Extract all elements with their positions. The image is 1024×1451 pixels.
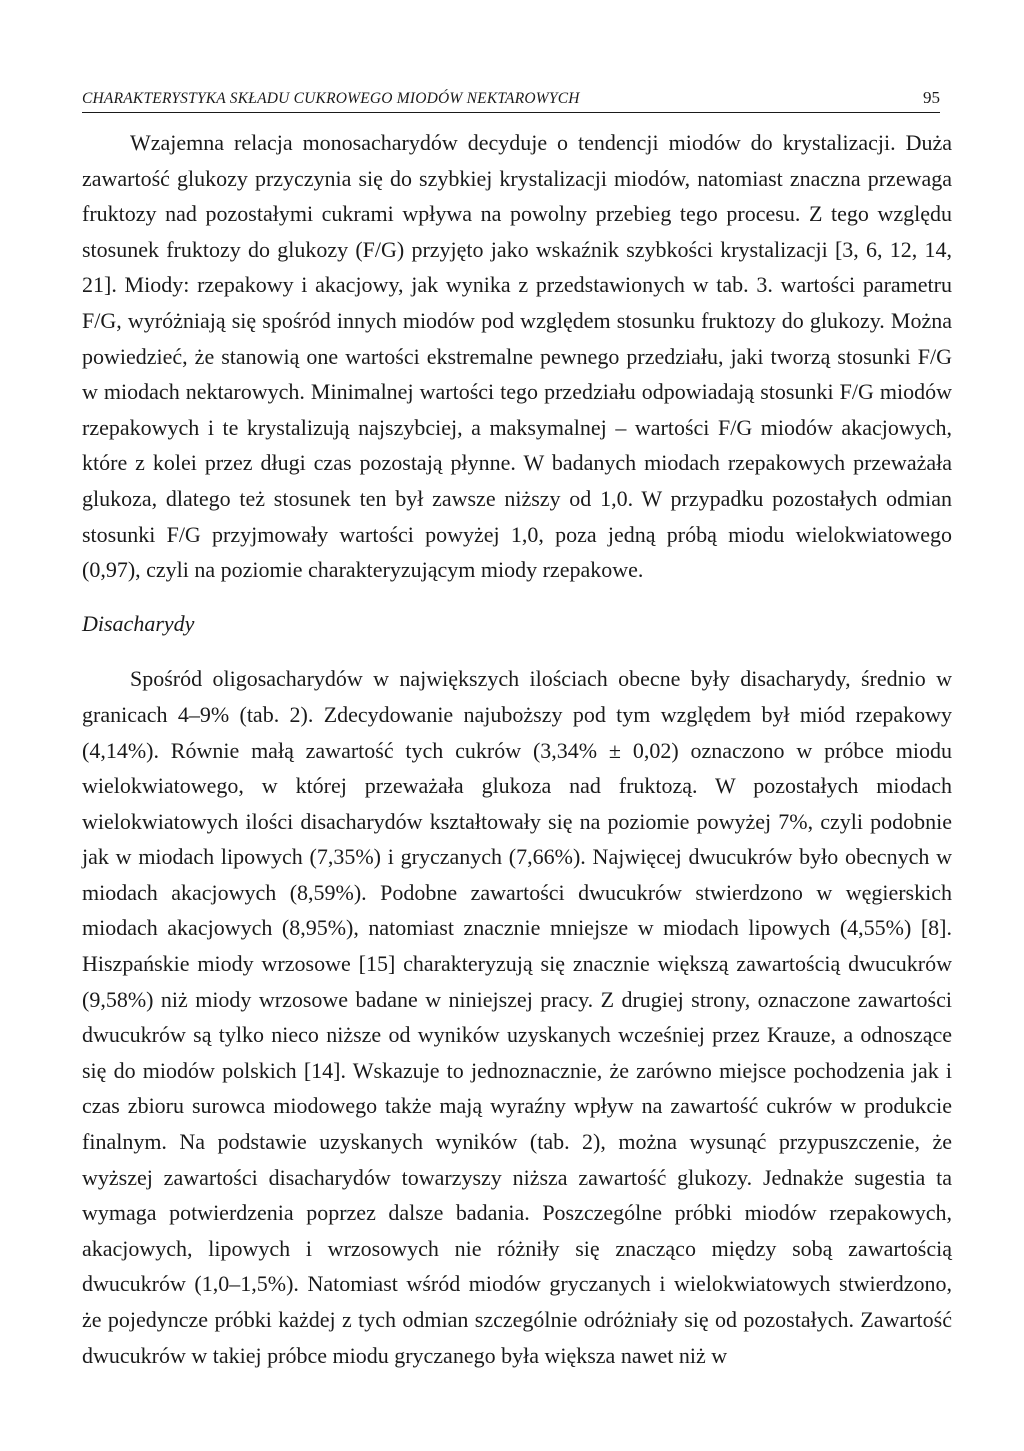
section-heading: Disacharydy <box>82 610 195 636</box>
page-number: 95 <box>923 88 940 107</box>
paragraph-fg-ratio: Wzajemna relacja monosacharydów decyduje o tendencji miodów do krystalizacji. Duża zawartość glukozy przyczynia się do szybkiej krystalizacji miodów, natomiast znaczna przewaga fruktozy nad pozostałymi cukrami wpływa na powolny przebieg tego procesu. Z tego względu stosunek fruktozy do glukozy (F/G) przyjęto jako wskaźnik szybkości krystalizacji [3, 6, 12, 14, 21]. Miody: rzepakowy i akacjowy, jak wynika z przedstawionych w tab. 3. wartości parametru F/G, wyróżniają się spośród innych miodów pod względem stosunku fruktozy do glukozy. Można powiedzieć, że stanowią one wartości ekstremalne pewnego przedziału, jaki tworzą stosunki F/G w miodach nektarowych. Minimalnej wartości tego przedziału odpowiadają stosunki F/G miodów rzepakowych i te krystalizują najszybciej, a maksymalnej – wartości F/G miodów akacjowych, które z kolei przez długi czas pozostają płynne. W badanych miodach rzepakowych przeważała glukoza, dlatego też stosunek ten był zawsze niższy od 1,0. W przypadku pozostałych odmian stosunki F/G przyjmowały wartości powyżej 1,0, poza jedną próbą miodu wielokwiatowego (0,97), czyli na poziomie charakteryzującym miody rzepakowe. <box>82 130 952 583</box>
running-title: CHARAKTERYSTYKA SKŁADU CUKROWEGO MIODÓW NEKTAROWYCH <box>82 90 580 107</box>
body-text <box>82 125 952 1373</box>
paragraph-disaccharides: Spośród oligosacharydów w największych ilościach obecne były disacharydy, średnio w granicach 4–9% (tab. 2). Zdecydowanie najuboższy pod tym względem był miód rzepakowy (4,14%). Równie małą zawartość tych cukrów (3,34% ± 0,02) oznaczono w próbce miodu wielokwiatowego, w której przeważała glukoza nad fruktozą. W pozostałych miodach wielokwiatowych ilości disacharydów kształtowały się na poziomie powyżej 7%, czyli podobnie jak w miodach lipowych (7,35%) i gryczanych (7,66%). Najwięcej dwucukrów było obecnych w miodach akacjowych (8,59%). Podobne zawartości dwucukrów stwierdzono w węgierskich miodach akacjowych (8,95%), natomiast znacznie mniejsze w miodach lipowych (4,55%) [8]. Hiszpańskie miody wrzosowe [15] charakteryzują się znacznie większą zawartością dwucukrów (9,58%) niż miody wrzosowe badane w niniejszej pracy. Z drugiej strony, oznaczone zawartości dwucukrów są tylko nieco niższe od wyników uzyskanych wcześniej przez Krauze, a odnoszące się do miodów polskich [14]. Wskazuje to jednoznacznie, że zarówno miejsce pochodzenia jak i czas zbioru surowca miodowego także mają wyraźny wpływ na zawartość cukrów w produkcie finalnym. Na podstawie uzyskanych wyników (tab. 2), można wysunąć przypuszczenie, że wyższej zawartości disacharydów towarzyszy niższa zawartość glukozy. Jednakże sugestia ta wymaga potwierdzenia poprzez dalsze badania. Poszczególne próbki miodów rzepakowych, akacjowych, lipowych i wrzosowych nie różniły się znacząco między sobą zawartością dwucukrów (1,0–1,5%). Natomiast wśród miodów gryczanych i wielokwiatowych stwierdzono, że pojedyncze próbki każdej z tych odmian szczególnie odróżniały się od pozostałych. Zawartość dwucukrów w takiej próbce miodu gryczanego była większa nawet niż w <box>82 666 952 1368</box>
running-header <box>82 88 940 113</box>
